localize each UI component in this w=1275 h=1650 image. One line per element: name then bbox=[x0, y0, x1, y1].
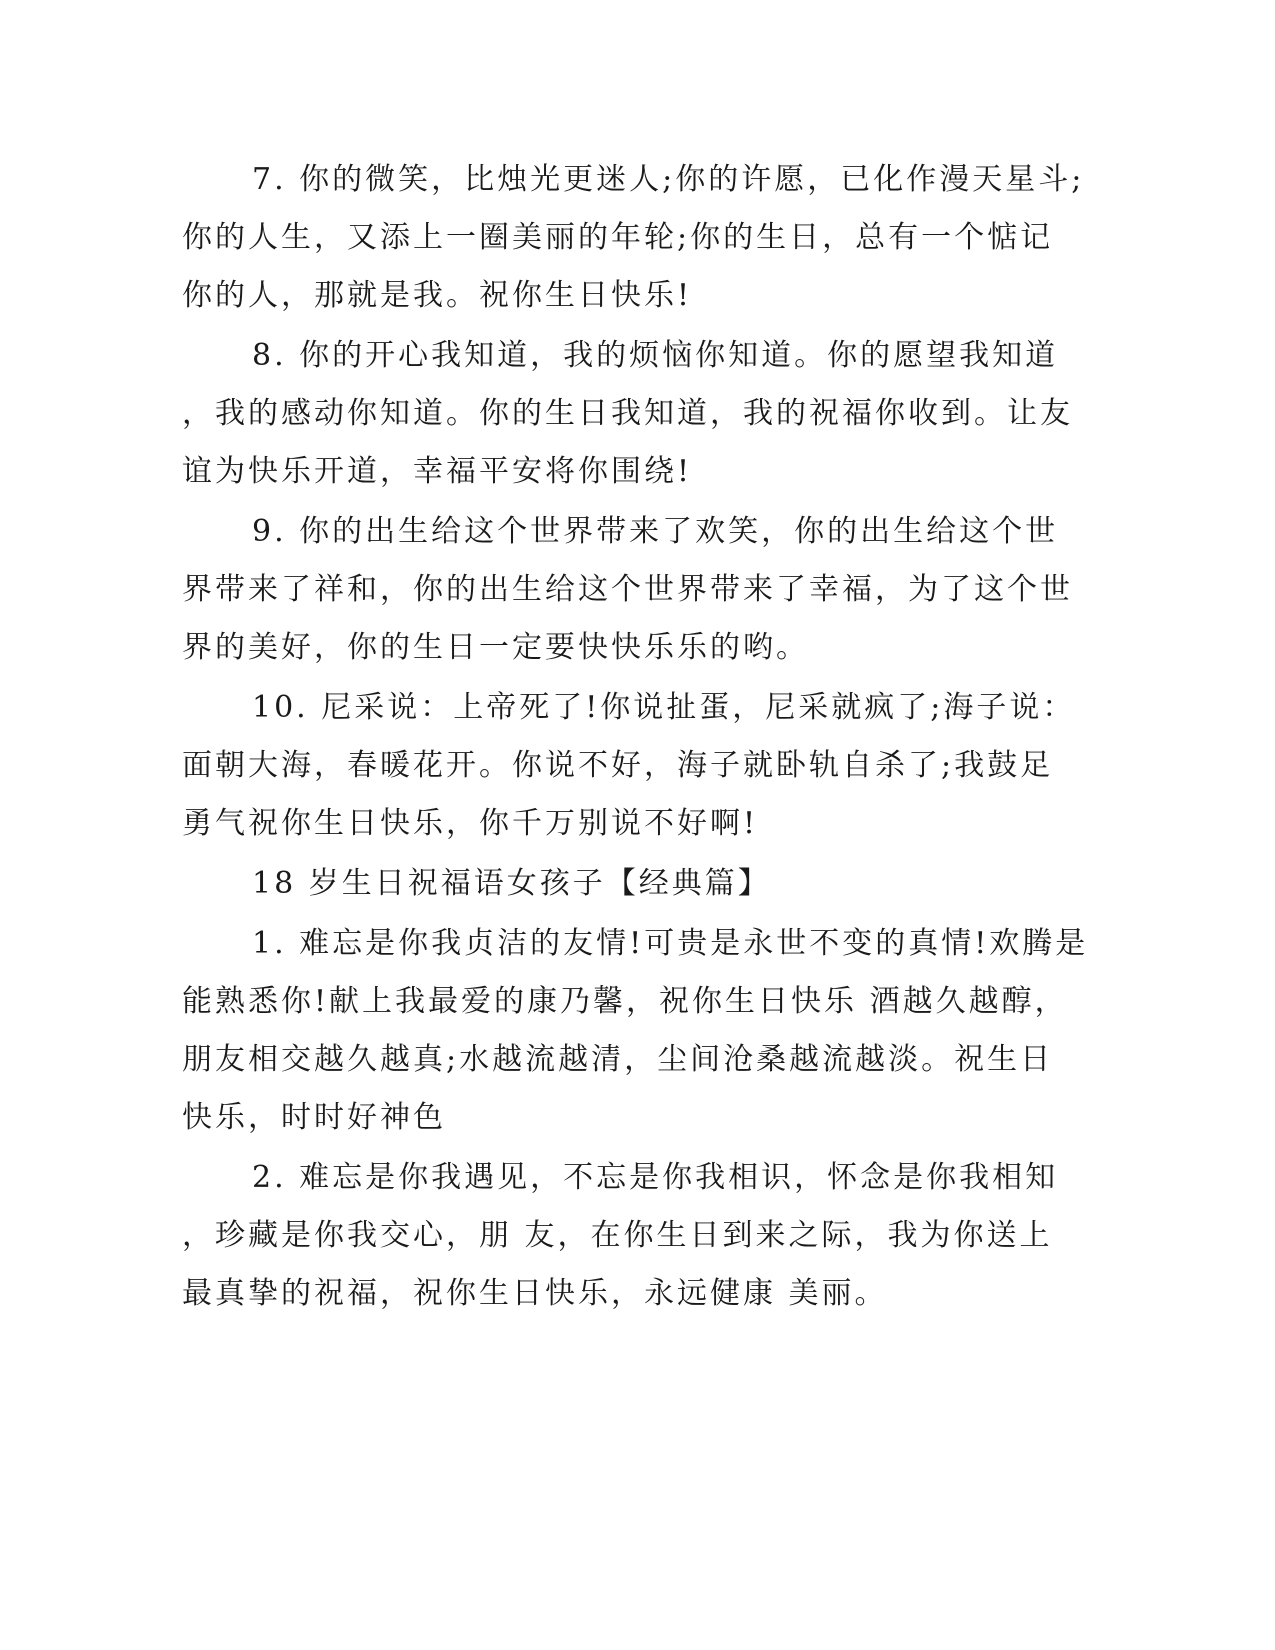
paragraph-7-line-2: 你的人生，又添上一圈美丽的年轮;你的生日，总有一个惦记 bbox=[182, 220, 1054, 255]
paragraph-9-line-1: 9. 你的出生给这个世界带来了欢笑，你的出生给这个世 bbox=[252, 514, 1059, 549]
paragraph-10-line-3: 勇气祝你生日快乐，你千万别说不好啊! bbox=[182, 806, 759, 841]
paragraph-10-line-2: 面朝大海，春暖花开。你说不好，海子就卧轨自杀了;我鼓足 bbox=[182, 748, 1054, 783]
paragraph-2-line-3: 最真挚的祝福，祝你生日快乐，永远健康 美丽。 bbox=[182, 1276, 888, 1311]
paragraph-1-line-2: 能熟悉你!献上我最爱的康乃馨，祝你生日快乐 酒越久越醇， bbox=[182, 984, 1068, 1019]
paragraph-8-line-3: 谊为快乐开道，幸福平安将你围绕! bbox=[182, 454, 693, 489]
paragraph-2-line-1: 2. 难忘是你我遇见，不忘是你我相识，怀念是你我相知 bbox=[252, 1160, 1059, 1195]
section-heading: 18 岁生日祝福语女孩子【经典篇】 bbox=[252, 866, 771, 901]
paragraph-9-line-2: 界带来了祥和，你的出生给这个世界带来了幸福，为了这个世 bbox=[182, 572, 1073, 607]
paragraph-10-line-1: 10. 尼采说：上帝死了!你说扯蛋，尼采就疯了;海子说： bbox=[252, 690, 1076, 725]
paragraph-1-line-1: 1. 难忘是你我贞洁的友情!可贵是永世不变的真情!欢腾是 bbox=[252, 926, 1089, 961]
paragraph-1-line-4: 快乐，时时好神色 bbox=[182, 1100, 446, 1135]
paragraph-1-line-3: 朋友相交越久越真;水越流越清，尘间沧桑越流越淡。祝生日 bbox=[182, 1042, 1054, 1077]
paragraph-8-line-1: 8. 你的开心我知道，我的烦恼你知道。你的愿望我知道 bbox=[252, 338, 1059, 373]
paragraph-8-line-2: ，我的感动你知道。你的生日我知道，我的祝福你收到。让友 bbox=[182, 396, 1073, 431]
paragraph-2-line-2: ，珍藏是你我交心，朋 友，在你生日到来之际，我为你送上 bbox=[182, 1218, 1053, 1253]
paragraph-7-line-3: 你的人，那就是我。祝你生日快乐! bbox=[182, 278, 693, 313]
paragraph-9-line-3: 界的美好，你的生日一定要快快乐乐的哟。 bbox=[182, 630, 809, 665]
paragraph-7-line-1: 7. 你的微笑，比烛光更迷人;你的许愿，已化作漫天星斗; bbox=[252, 162, 1085, 197]
